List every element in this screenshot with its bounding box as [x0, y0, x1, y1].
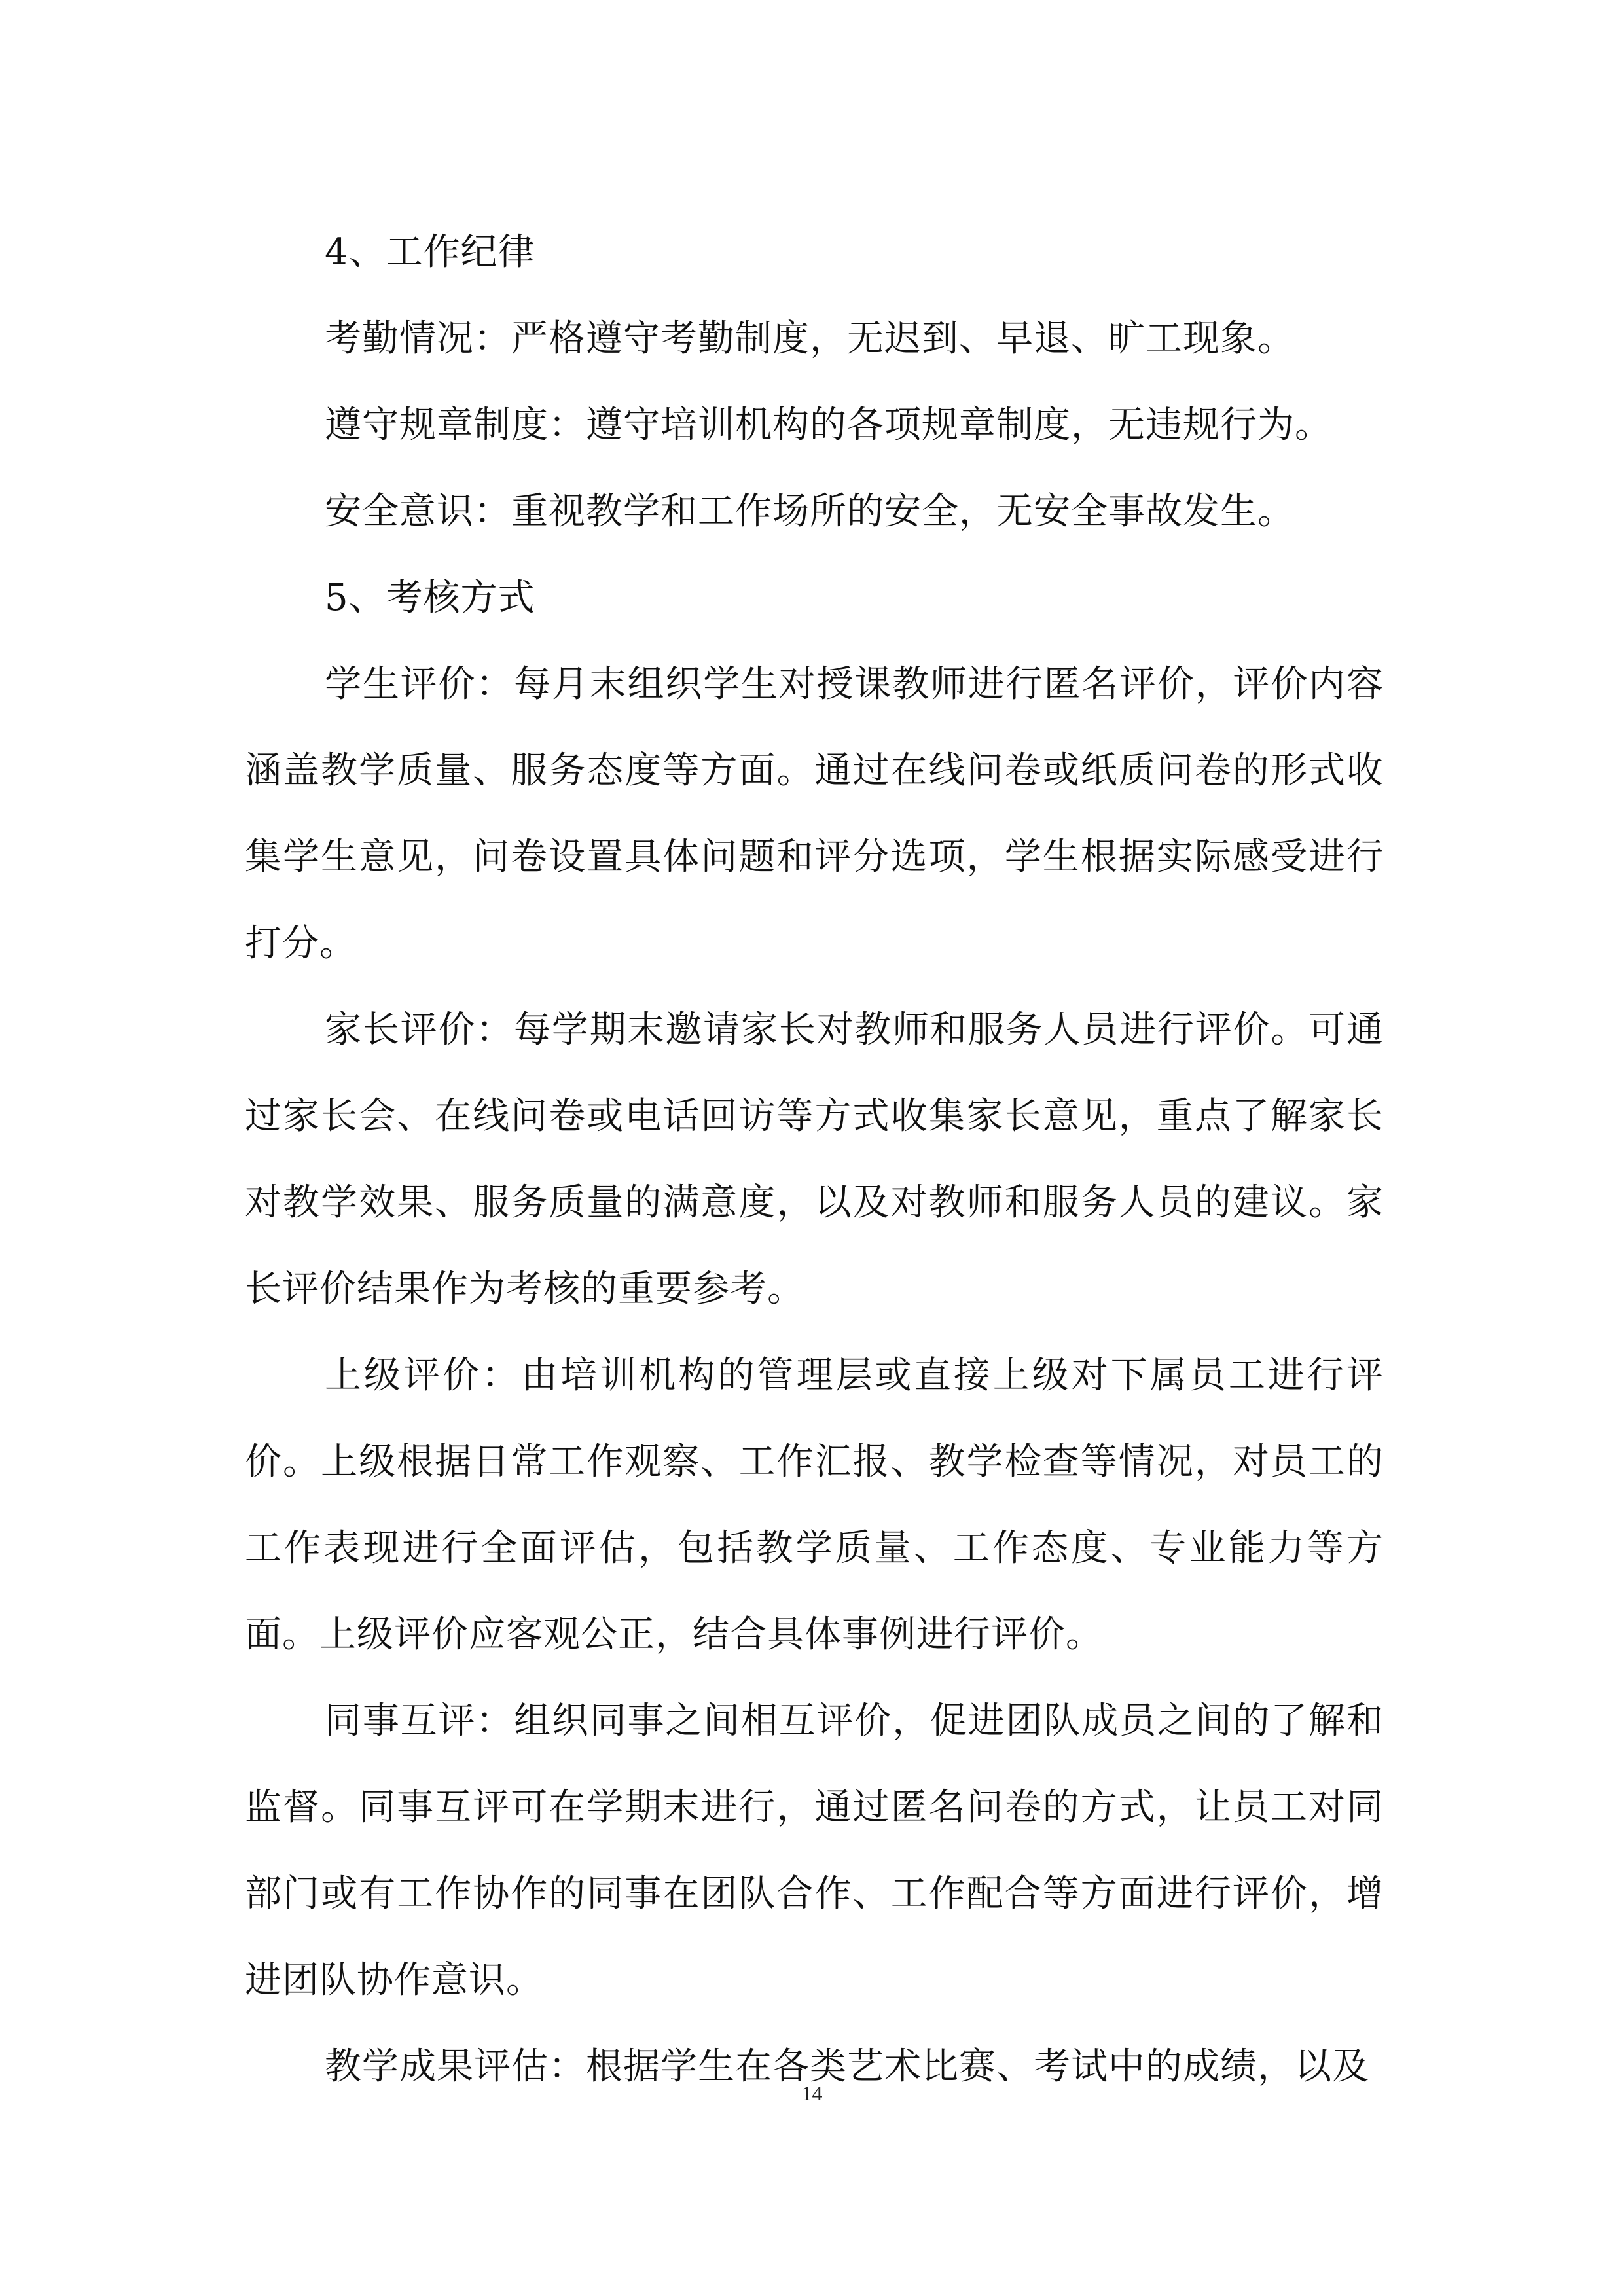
- attendance-paragraph: 考勤情况：严格遵守考勤制度，无迟到、早退、旷工现象。: [325, 317, 1295, 360]
- teaching-results-paragraph: 教学成果评估：根据学生在各类艺术比赛、考试中的成绩，以及: [325, 2045, 1369, 2088]
- document-page: [245, 209, 1384, 2110]
- section-4-heading: 4、工作纪律: [325, 231, 535, 274]
- parent-evaluation-paragraph: 家长评价：每学期末邀请家长对教师和服务人员进行评价。可通过家长会、在线问卷或电话回访等方式收集家长意见，重点了解家长对教学效果、服务质量的满意度，以及对教师和服务人员的建议。家长评价结果作为考核的重要参考。: [245, 1009, 1384, 1310]
- page-number: 14: [801, 2081, 823, 2105]
- safety-paragraph: 安全意识：重视教学和工作场所的安全，无安全事故发生。: [325, 490, 1295, 533]
- section-5-heading: 5、考核方式: [325, 577, 535, 619]
- rules-paragraph: 遵守规章制度：遵守培训机构的各项规章制度，无违规行为。: [325, 404, 1332, 446]
- peer-evaluation-paragraph: 同事互评：组织同事之间相互评价，促进团队成员之间的了解和监督。同事互评可在学期末进行，通过匿名问卷的方式，让员工对同部门或有工作协作的同事在团队合作、工作配合等方面进行评价，增进团队协作意识。: [245, 1700, 1384, 2001]
- student-evaluation-paragraph: 学生评价：每月末组织学生对授课教师进行匿名评价，评价内容涵盖教学质量、服务态度等方面。通过在线问卷或纸质问卷的形式收集学生意见，问卷设置具体问题和评分选项，学生根据实际感受进行打分。: [245, 663, 1384, 965]
- supervisor-evaluation-paragraph: 上级评价：由培训机构的管理层或直接上级对下属员工进行评价。上级根据日常工作观察、工作汇报、教学检查等情况，对员工的工作表现进行全面评估，包括教学质量、工作态度、专业能力等方面。上级评价应客观公正，结合具体事例进行评价。: [245, 1354, 1384, 1656]
